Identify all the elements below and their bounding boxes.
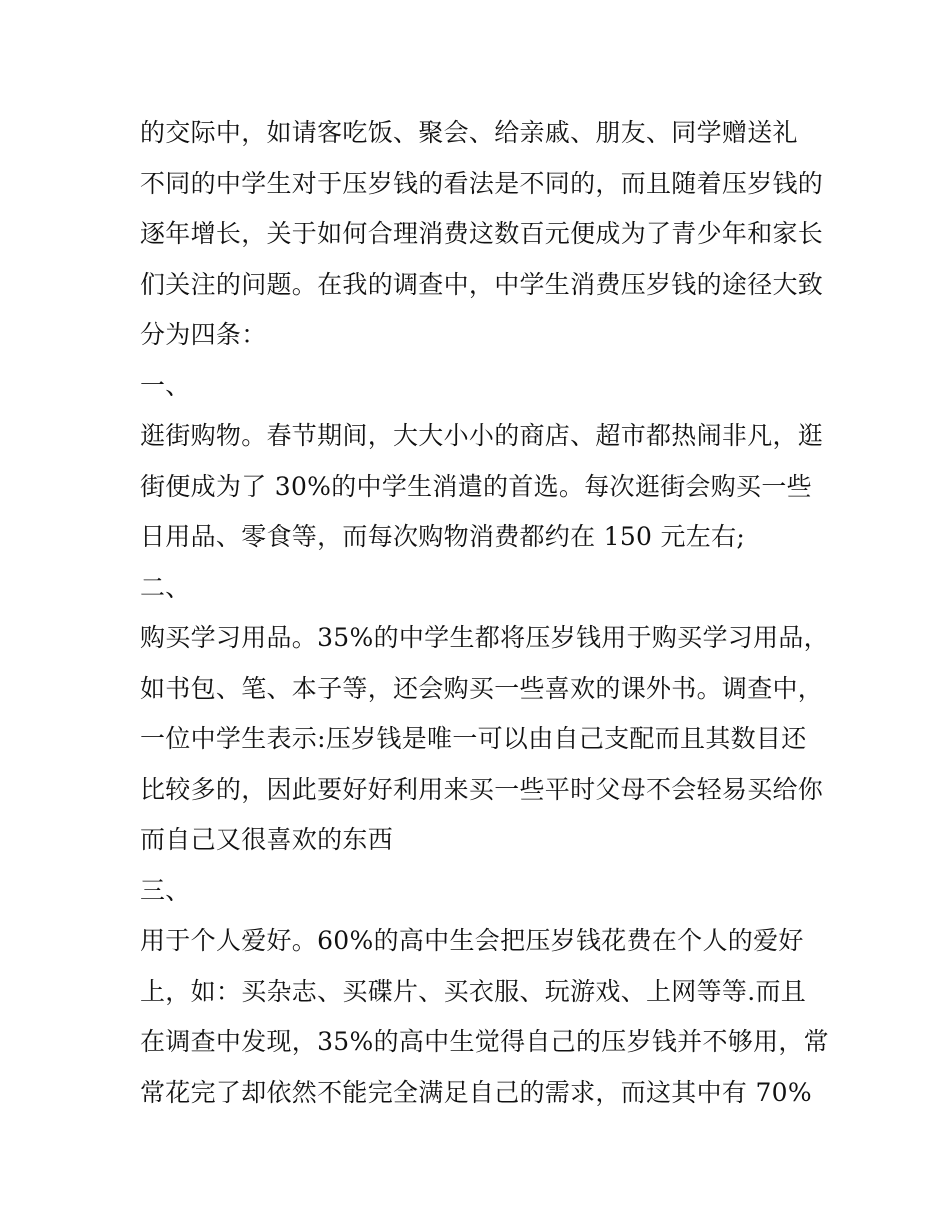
section-heading-2: 二、 — [140, 572, 191, 602]
text-line-3: 逐年增长，关于如何合理消费这数百元便成为了青少年和家长 — [140, 219, 824, 248]
text-line-2: 不同的中学生对于压岁钱的看法是不同的，而且随着压岁钱的 — [140, 168, 824, 198]
text-line-8: 街便成为了 30%的中学生消遣的首选。每次逛街会购买一些 — [140, 471, 812, 501]
text-line-11: 购买学习用品。35%的中学生都将压岁钱用于购买学习用品， — [140, 623, 829, 652]
text-line-18: 上，如：买杂志、买碟片、买衣服、玩游戏、上网等等.而且 — [140, 976, 807, 1006]
text-line-14: 比较多的，因此要好好利用来买一些平时父母不会轻易买给你 — [140, 774, 824, 804]
body-text — [140, 108, 829, 1118]
text-line-1: 的交际中，如请客吃饭、聚会、给亲戚、朋友、同学赠送礼 — [140, 118, 798, 147]
text-line-9: 日用品、零食等，而每次购物消费都约在 150 元左右; — [140, 522, 746, 551]
section-heading-1: 一、 — [140, 370, 191, 400]
text-line-19: 在调查中发现，35%的高中生觉得自己的压岁钱并不够用，常 — [140, 1027, 829, 1056]
text-line-13: 一位中学生表示:压岁钱是唯一可以由自己支配而且其数目还 — [140, 724, 807, 753]
text-line-4: 们关注的问题。在我的调查中，中学生消费压岁钱的途径大致 — [140, 269, 824, 299]
text-line-5: 分为四条： — [140, 320, 267, 349]
text-line-17: 用于个人爱好。60%的高中生会把压岁钱花费在个人的爱好 — [140, 926, 804, 955]
section-heading-3: 三、 — [140, 875, 191, 905]
text-line-7: 逛街购物。春节期间，大大小小的商店、超市都热闹非凡，逛 — [140, 421, 824, 450]
text-line-12: 如书包、笔、本子等，还会购买一些喜欢的课外书。调查中， — [140, 673, 824, 703]
text-line-20: 常花完了却依然不能完全满足自己的需求，而这其中有 70% — [140, 1077, 812, 1107]
text-line-15: 而自己又很喜欢的东西 — [140, 825, 394, 854]
